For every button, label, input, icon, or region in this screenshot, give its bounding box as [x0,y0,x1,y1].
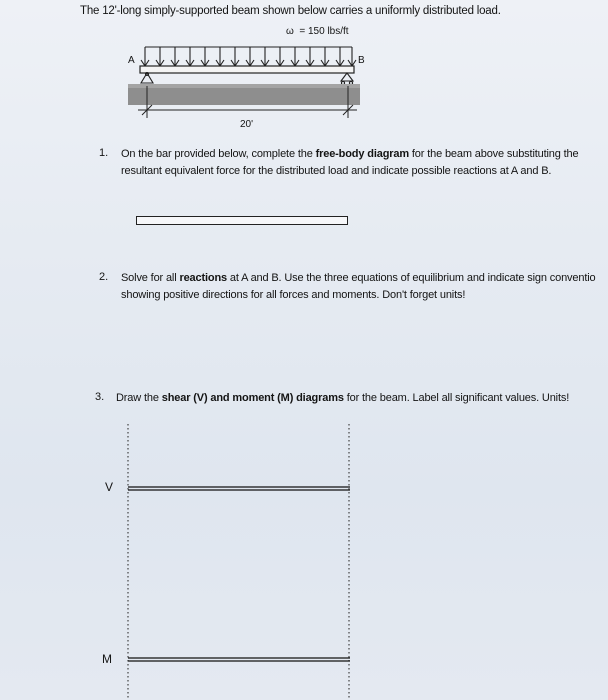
free-body-bar[interactable] [136,216,348,225]
q3-line1-post: for the beam. Label all significant values. Units! [343,392,570,404]
shear-label: V [105,480,114,494]
q2-line1-bold: reactions [179,272,227,284]
q1-number: 1. [99,147,109,159]
q2-line1-pre: Solve for all [121,272,180,284]
q3-text [116,390,569,407]
omega-symbol: ω [286,26,294,37]
span-label: 20' [240,119,254,130]
q1-line1-bold: free-body diagram [315,148,409,160]
pin-support-a [141,73,153,84]
q3-line1-bold: shear (V) and moment (M) diagrams [161,392,344,404]
q1-line1-pre: On the bar provided below, complete the [121,148,316,160]
q2-number: 2. [99,271,109,283]
beam-figure [0,0,608,140]
problem-statement: The 12'-long simply-supported beam shown below carries a uniformly distributed load. [80,5,501,17]
q3-line1-pre: Draw the [116,392,162,404]
q1-line2: resultant equivalent force for the distributed load and indicate possible reactions at A and B. [121,165,552,177]
support-b-label: B [358,55,365,66]
moment-label: M [102,652,112,666]
support-a-label: A [128,55,135,66]
beam [140,66,354,73]
roller-support-b [341,73,353,85]
q1-text [121,146,579,180]
distributed-load-arrows [141,47,356,66]
q2-text [121,270,608,304]
q2-line2: showing positive directions for all forces and moments. Don't forget units! [121,289,466,301]
q1-line1-post: for the beam above substituting the [409,148,579,160]
shear-moment-area [0,420,608,700]
load-value: = 150 lbs/ft [299,26,349,37]
q2-line1-post: at A and B. Use the three equations of equilibrium and indicate sign conventio [227,272,596,284]
q3-number: 3. [95,391,105,403]
